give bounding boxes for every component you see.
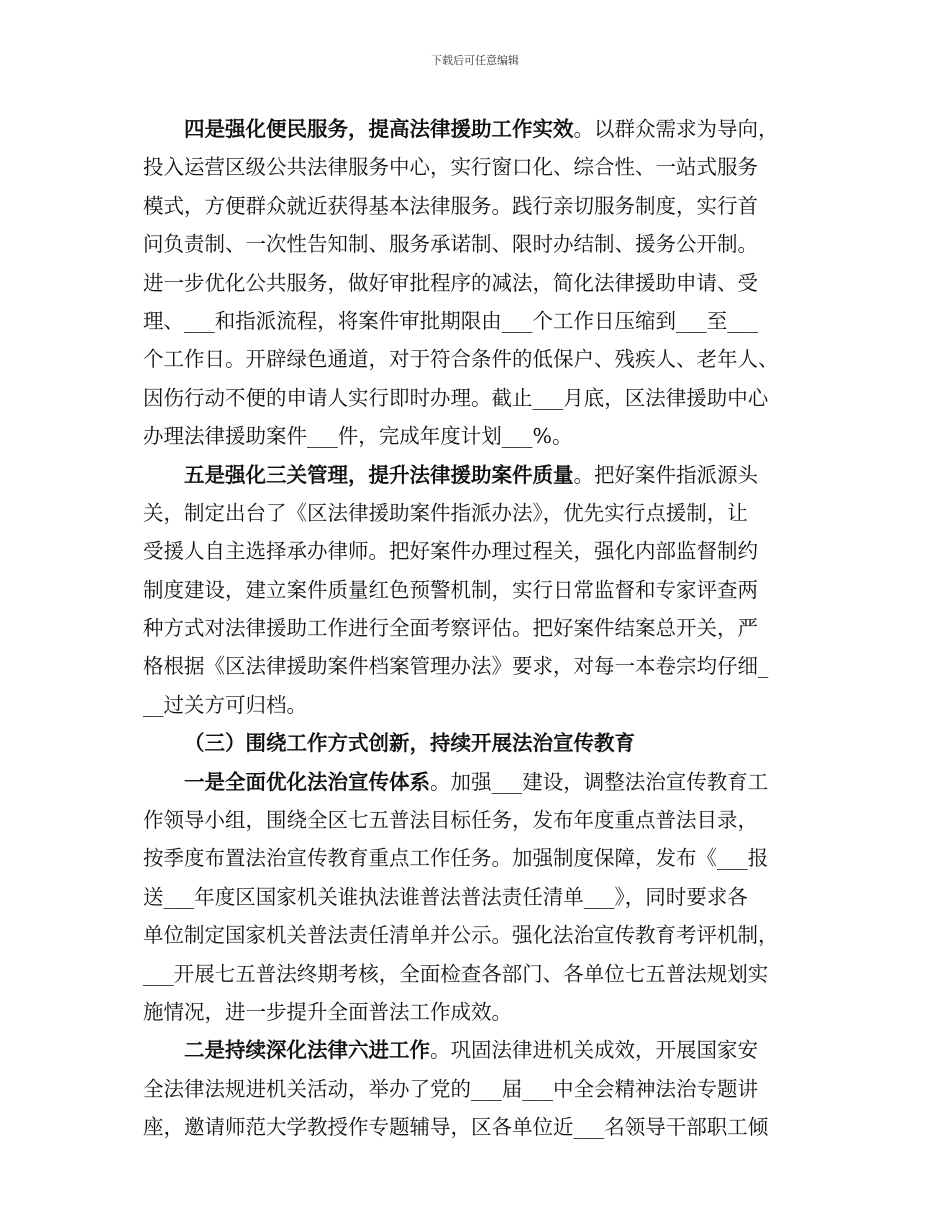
body-text-run: 施情况，进一步提升全面普法工作成效。: [143, 999, 512, 1024]
body-text-run: 制度建设，建立案件质量红色预警机制，实行日常监督和专家评查两: [143, 577, 758, 602]
body-text-run: 。巩固法律进机关成效，开展国家安: [430, 1038, 758, 1063]
body-text-run: 个工作日。开辟绿色通道，对于符合条件的低保户、残疾人、老年人、: [143, 347, 779, 372]
text-line: [143, 417, 823, 455]
text-line: [143, 686, 823, 724]
body-text-run: 格根据《区法律援助案件档案管理办法》要求，对每一本卷宗均仔细_: [143, 654, 769, 679]
text-line: [143, 110, 823, 148]
body-text-run: 送___年度区国家机关谁执法谁普法普法责任清单___》，同时要求各: [143, 884, 748, 909]
text-line: [143, 916, 823, 954]
text-line: [143, 148, 823, 186]
body-text-run: 关，制定出台了《区法律援助案件指派办法》，优先实行点援制，让: [143, 500, 748, 525]
text-line: [143, 1031, 823, 1069]
body-text-run: 座，邀请师范大学教授作专题辅导，区各单位近___名领导干部职工倾: [143, 1115, 769, 1140]
text-line: [143, 647, 823, 685]
body-text-run: 。以群众需求为导向，: [573, 117, 779, 141]
text-line: [143, 456, 823, 494]
bold-heading: （三）围绕工作方式创新，持续开展法治宣传教育: [184, 731, 635, 756]
bold-heading: 一是全面优化法治宣传体系: [184, 769, 430, 794]
text-line: [143, 571, 823, 609]
body-text-run: 单位制定国家机关普法责任清单并公示。强化法治宣传教育考评机制，: [143, 923, 779, 948]
body-text-run: 模式，方便群众就近获得基本法律服务。践行亲切服务制度，实行首: [143, 193, 758, 218]
text-line: [143, 187, 823, 225]
body-text-run: 按季度布置法治宣传教育重点工作任务。加强制度保障，发布《___报: [143, 846, 769, 871]
body-text-run: 进一步优化公共服务，做好审批程序的减法，简化法律援助申请、受: [143, 270, 758, 295]
text-line: [143, 724, 823, 762]
body-text-run: 受援人自主选择承办律师。把好案件办理过程关，强化内部监督制约: [143, 539, 758, 564]
body-text-run: 因伤行动不便的申请人实行即时办理。截止___月底，区法律援助中心: [143, 385, 769, 410]
text-line: [143, 801, 823, 839]
text-line: [143, 379, 823, 417]
text-line: [143, 264, 823, 302]
body-text-run: 全法律法规进机关活动，举办了党的___届___中全会精神法治专题讲: [143, 1076, 758, 1101]
body-text-run: 投入运营区级公共法律服务中心，实行窗口化、综合性、一站式服务: [143, 155, 758, 180]
bold-heading: 四是强化便民服务，提高法律援助工作实效: [184, 117, 574, 141]
bold-heading: 二是持续深化法律六进工作: [184, 1038, 430, 1063]
text-line: [143, 225, 823, 263]
text-line: [143, 839, 823, 877]
text-line: [143, 763, 823, 801]
document-body: [143, 110, 823, 1147]
body-text-run: 办理法律援助案件___件，完成年度计划___%。: [143, 424, 573, 449]
body-text-run: 问负责制、一次性告知制、服务承诺制、限时办结制、援务公开制。: [143, 232, 758, 257]
text-line: [143, 302, 823, 340]
body-text-run: __过关方可归档。: [143, 692, 307, 717]
text-line: [143, 878, 823, 916]
body-text-run: 理、___和指派流程，将案件审批期限由___个工作日压缩到___至___: [143, 308, 758, 333]
text-line: [143, 1108, 823, 1146]
text-line: [143, 340, 823, 378]
text-line: [143, 1070, 823, 1108]
body-text-run: ___开展七五普法终期考核，全面检查各部门、各单位七五普法规划实: [143, 961, 769, 986]
text-line: [143, 609, 823, 647]
body-text-run: 。加强___建设，调整法治宣传教育工: [430, 769, 769, 794]
text-line: [143, 532, 823, 570]
body-text-run: 种方式对法律援助工作进行全面考察评估。把好案件结案总开关，严: [143, 616, 758, 641]
page-header: 下载后可任意编辑: [431, 54, 519, 67]
body-text-run: 。把好案件指派源头: [573, 462, 758, 487]
bold-heading: 五是强化三关管理，提升法律援助案件质量: [184, 462, 574, 487]
body-text-run: 作领导小组，围绕全区七五普法目标任务，发布年度重点普法目录，: [143, 808, 758, 833]
text-line: [143, 494, 823, 532]
text-line: [143, 993, 823, 1031]
text-line: [143, 955, 823, 993]
